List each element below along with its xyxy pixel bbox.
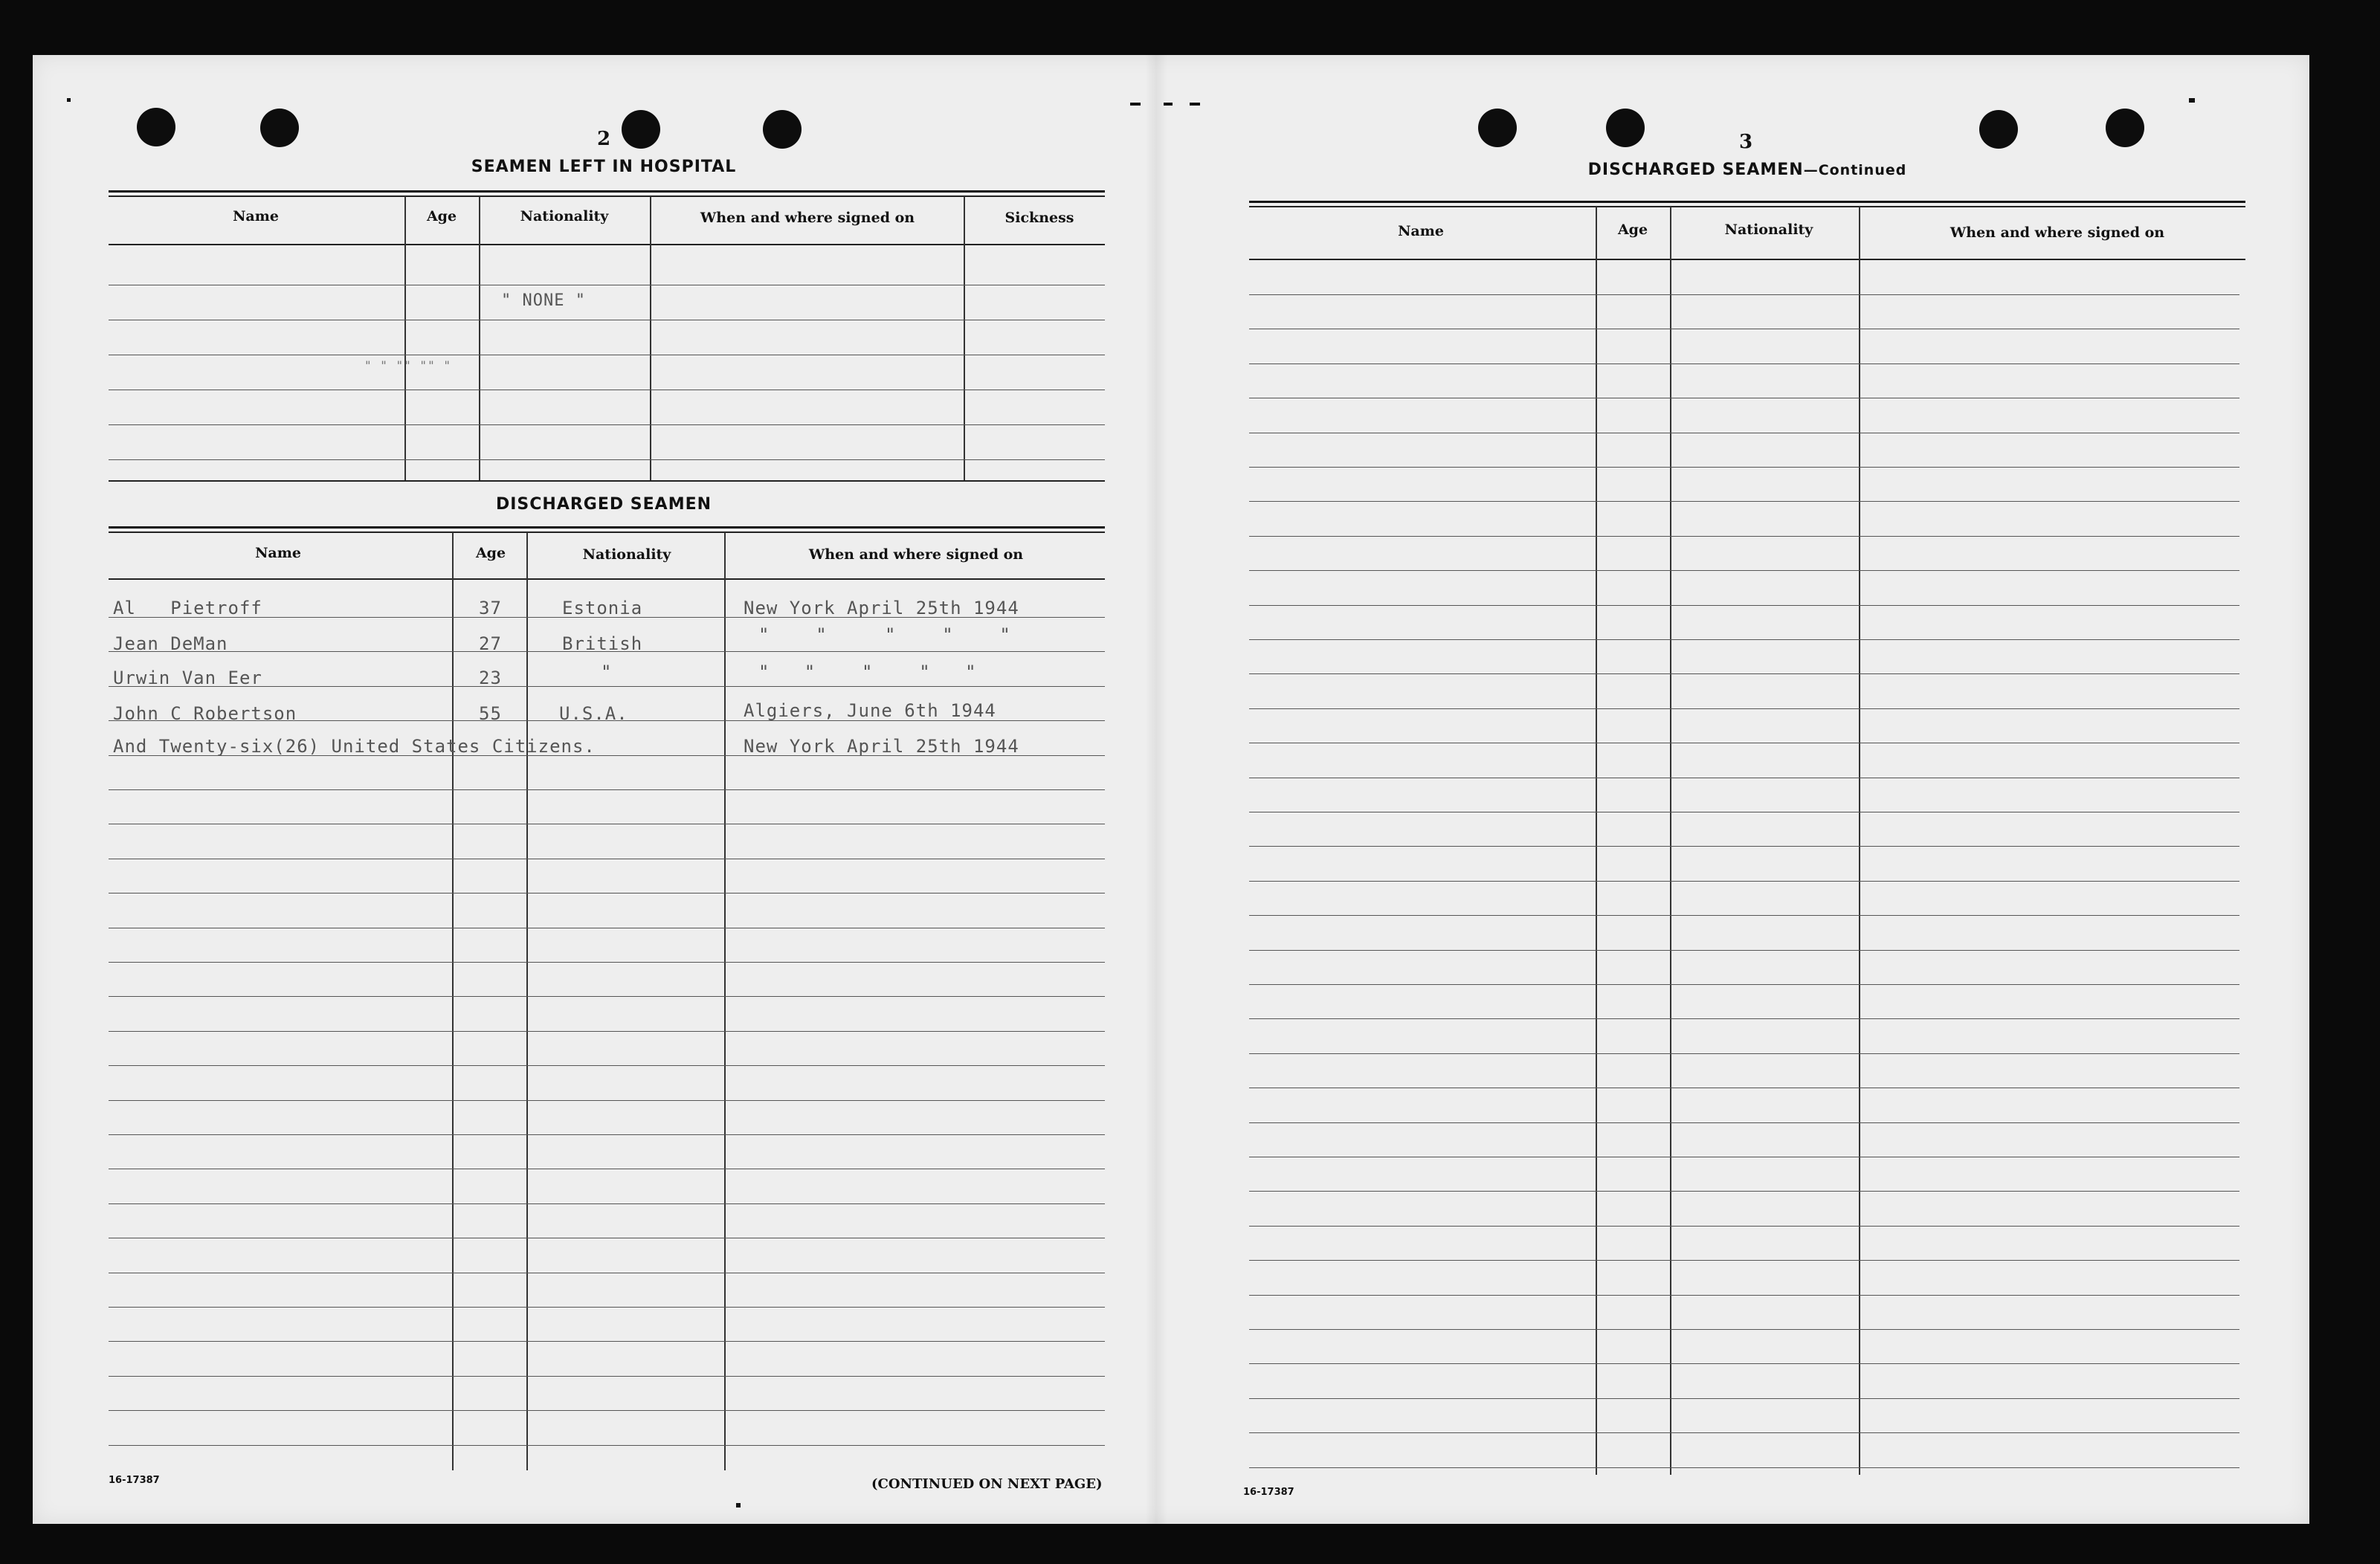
hospital-stamp-text: " " "" "" " — [364, 358, 451, 372]
row-line — [1249, 1467, 2239, 1468]
row-line — [109, 1307, 1105, 1308]
table-rule — [109, 480, 1105, 482]
row-line — [1249, 1191, 2239, 1192]
column-header-age: Age — [475, 545, 506, 561]
right-section-title-suffix: —Continued — [1803, 162, 1907, 178]
row-line — [1249, 1295, 2239, 1296]
row-line — [109, 789, 1105, 790]
discharged-name: And Twenty-six(26) United States Citizens. — [113, 736, 596, 757]
form-number-right: 16-17387 — [1243, 1487, 1294, 1498]
row-line — [109, 1203, 1105, 1204]
row-line — [109, 893, 1105, 894]
speck — [736, 1503, 741, 1508]
hospital-none-entry: " NONE " — [501, 291, 586, 310]
row-line — [109, 1410, 1105, 1411]
column-divider — [452, 532, 454, 1470]
row-line — [1249, 1432, 2239, 1433]
row-line — [1249, 467, 2239, 468]
discharged-name: Al Pietroff — [113, 598, 262, 618]
discharged-age: 55 — [479, 703, 502, 724]
form-number-left: 16-17387 — [109, 1475, 160, 1486]
row-line — [109, 1134, 1105, 1135]
row-line — [1249, 708, 2239, 709]
column-header-name: Name — [233, 208, 279, 224]
discharged-signed-on: New York April 25th 1944 — [744, 736, 1019, 757]
row-line — [1249, 1226, 2239, 1227]
row-line — [1249, 570, 2239, 571]
punch-hole — [622, 110, 660, 149]
table-rule — [109, 526, 1105, 529]
row-line — [1249, 1122, 2239, 1123]
punch-hole — [2106, 109, 2144, 147]
punch-hole — [1478, 109, 1517, 147]
table-rule — [109, 190, 1105, 193]
speck — [1130, 103, 1141, 106]
speck — [2189, 98, 2195, 103]
table-rule — [1249, 206, 2245, 207]
table-rule — [109, 578, 1105, 580]
row-line — [109, 1031, 1105, 1032]
row-line — [109, 1445, 1105, 1446]
row-line — [1249, 1053, 2239, 1054]
discharged-signed-on: " " " " " — [758, 624, 1011, 645]
column-header-sickness: Sickness — [1004, 210, 1074, 226]
punch-hole — [1606, 109, 1645, 147]
speck — [1190, 103, 1200, 106]
discharged-signed-on: Algiers, June 6th 1944 — [744, 700, 996, 721]
speck — [1164, 103, 1173, 106]
column-header-name: Name — [1398, 223, 1444, 239]
table-rule — [109, 196, 1105, 197]
row-line — [1249, 1363, 2239, 1364]
column-divider — [964, 196, 965, 480]
row-line — [1249, 950, 2239, 951]
column-header-age: Age — [1617, 222, 1648, 238]
discharged-name: Jean DeMan — [113, 633, 228, 654]
column-header-name: Name — [255, 545, 301, 561]
column-divider — [650, 196, 651, 480]
punch-hole — [1979, 110, 2018, 149]
row-line — [1249, 536, 2239, 537]
row-line — [1249, 605, 2239, 606]
table-rule — [109, 244, 1105, 245]
row-line — [1249, 363, 2239, 364]
row-line — [109, 1065, 1105, 1066]
discharged-signed-on: New York April 25th 1944 — [744, 598, 1019, 618]
discharged-nationality: British — [562, 633, 643, 654]
discharged-age: 37 — [479, 598, 502, 618]
row-line — [109, 459, 1105, 460]
column-header-nationality: Nationality — [1724, 222, 1813, 238]
column-header-nationality: Nationality — [582, 546, 671, 563]
column-header-signed-on: When and where signed on — [1950, 224, 2165, 241]
row-line — [1249, 1329, 2239, 1330]
table-rule — [109, 531, 1105, 533]
row-line — [109, 424, 1105, 425]
row-line — [1249, 639, 2239, 640]
punch-hole — [260, 109, 299, 147]
column-divider — [404, 196, 406, 480]
discharged-nationality: U.S.A. — [559, 703, 628, 724]
column-divider — [1596, 207, 1597, 1475]
discharged-section-title: DISCHARGED SEAMEN — [495, 495, 712, 514]
discharged-nationality: " — [601, 662, 613, 682]
right-section-title-main: DISCHARGED SEAMEN — [1587, 161, 1804, 179]
column-divider — [1859, 207, 1860, 1475]
hospital-section-title: SEAMEN LEFT IN HOSPITAL — [471, 158, 737, 176]
table-rule — [1249, 259, 2245, 260]
right-section-title — [1524, 161, 1970, 179]
row-line — [1249, 1018, 2239, 1019]
page-fold — [1145, 55, 1167, 1524]
discharged-age: 27 — [479, 633, 502, 654]
column-header-signed-on: When and where signed on — [808, 546, 1024, 563]
discharged-name: Urwin Van Eer — [113, 668, 262, 688]
row-line — [1249, 1398, 2239, 1399]
discharged-age: 23 — [479, 668, 502, 688]
row-line — [109, 1100, 1105, 1101]
continued-note: (CONTINUED ON NEXT PAGE) — [871, 1476, 1103, 1492]
column-header-nationality: Nationality — [520, 208, 609, 224]
row-line — [1249, 673, 2239, 674]
punch-hole — [137, 108, 175, 146]
row-line — [1249, 984, 2239, 985]
row-line — [109, 1341, 1105, 1342]
discharged-name: John C Robertson — [113, 703, 297, 724]
column-header-age: Age — [426, 208, 457, 224]
column-divider — [724, 532, 726, 1470]
row-line — [109, 996, 1105, 997]
row-line — [1249, 846, 2239, 847]
row-line — [109, 962, 1105, 963]
punch-hole — [763, 110, 802, 149]
table-rule — [1249, 201, 2245, 203]
column-divider — [479, 196, 480, 480]
column-header-signed-on: When and where signed on — [700, 210, 915, 226]
column-divider — [1670, 207, 1671, 1475]
speck — [67, 98, 71, 102]
row-line — [109, 1376, 1105, 1377]
row-line — [1249, 1260, 2239, 1261]
discharged-nationality: Estonia — [562, 598, 643, 618]
row-line — [1249, 294, 2239, 295]
column-divider — [526, 532, 528, 1470]
row-line — [1249, 915, 2239, 916]
row-line — [1249, 881, 2239, 882]
discharged-signed-on: " " " " " — [758, 662, 977, 682]
page-number-left: 2 — [596, 128, 611, 150]
row-line — [1249, 501, 2239, 502]
page-number-right: 3 — [1738, 131, 1753, 153]
